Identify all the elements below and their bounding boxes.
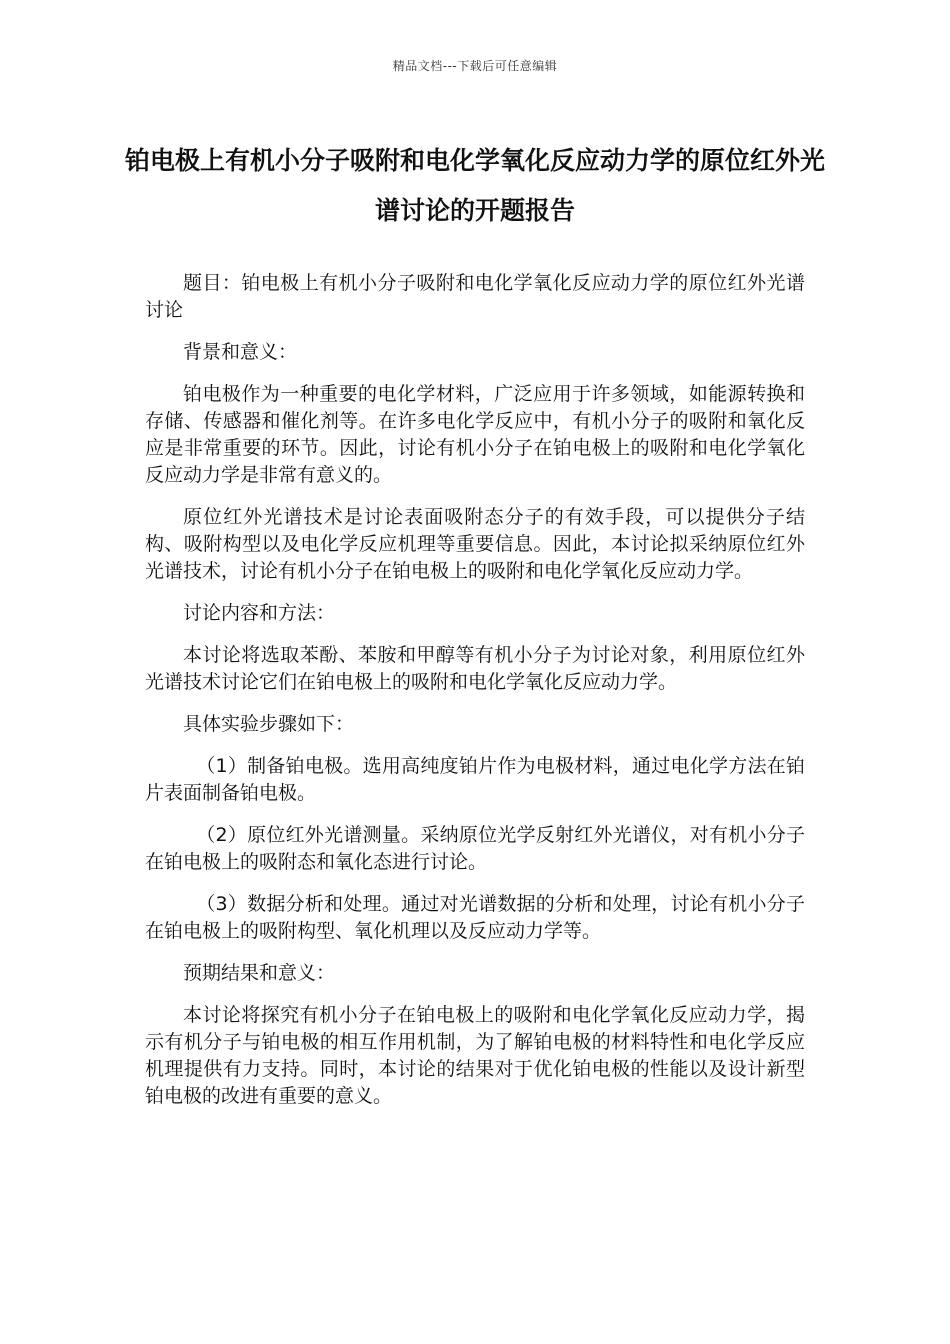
method-rationale-paragraph: 原位红外光谱技术是讨论表面吸附态分子的有效手段，可以提供分子结构、吸附构型以及电化学反应机理等重要信息。因此，本讨论拟采纳原位红外光谱技术，讨论有机小分子在铂电极上的吸附和电化学氧化反应动力学。 [145,506,805,582]
section-heading-content-methods: 讨论内容和方法： [183,602,336,624]
step-3-paragraph: （3）数据分析和处理。通过对光谱数据的分析和处理，讨论有机小分子在铂电极上的吸附构型、氧化机理以及反应动力学等。 [145,893,805,942]
step-2-paragraph: （2）原位红外光谱测量。采纳原位光学反射红外光谱仪，对有机小分子在铂电极上的吸附态和氧化态进行讨论。 [145,824,805,873]
document-title: 铂电极上有机小分子吸附和电化学氧化反应动力学的原位红外光谱讨论的开题报告 [124,146,825,225]
header-note: 精品文档---下载后可任意编辑 [392,59,558,73]
topic-paragraph: 题目：铂电极上有机小分子吸附和电化学氧化反应动力学的原位红外光谱讨论 [145,272,805,321]
expected-results-paragraph: 本讨论将探究有机小分子在铂电极上的吸附和电化学氧化反应动力学，揭示有机分子与铂电极的相互作用机制，为了解铂电极的材料特性和电化学反应机理提供有力支持。同时，本讨论的结果对于优化铂电极的性能以及设计新型铂电极的改进有重要的意义。 [145,1004,805,1107]
document-body [145,270,805,1125]
section-heading-background: 背景和意义： [183,341,298,363]
section-heading-steps: 具体实验步骤如下： [183,713,355,735]
step-1-paragraph: （1）制备铂电极。选用高纯度铂片作为电极材料，通过电化学方法在铂片表面制备铂电极。 [145,755,805,804]
background-paragraph: 铂电极作为一种重要的电化学材料，广泛应用于许多领域，如能源转换和存储、传感器和催化剂等。在许多电化学反应中，有机小分子的吸附和氧化反应是非常重要的环节。因此，讨论有机小分子在铂电极上的吸附和电化学氧化反应动力学是非常有意义的。 [145,383,805,486]
content-paragraph: 本讨论将选取苯酚、苯胺和甲醇等有机小分子为讨论对象，利用原位红外光谱技术讨论它们在铂电极上的吸附和电化学氧化反应动力学。 [145,644,805,693]
section-heading-expected-results: 预期结果和意义： [183,962,336,984]
